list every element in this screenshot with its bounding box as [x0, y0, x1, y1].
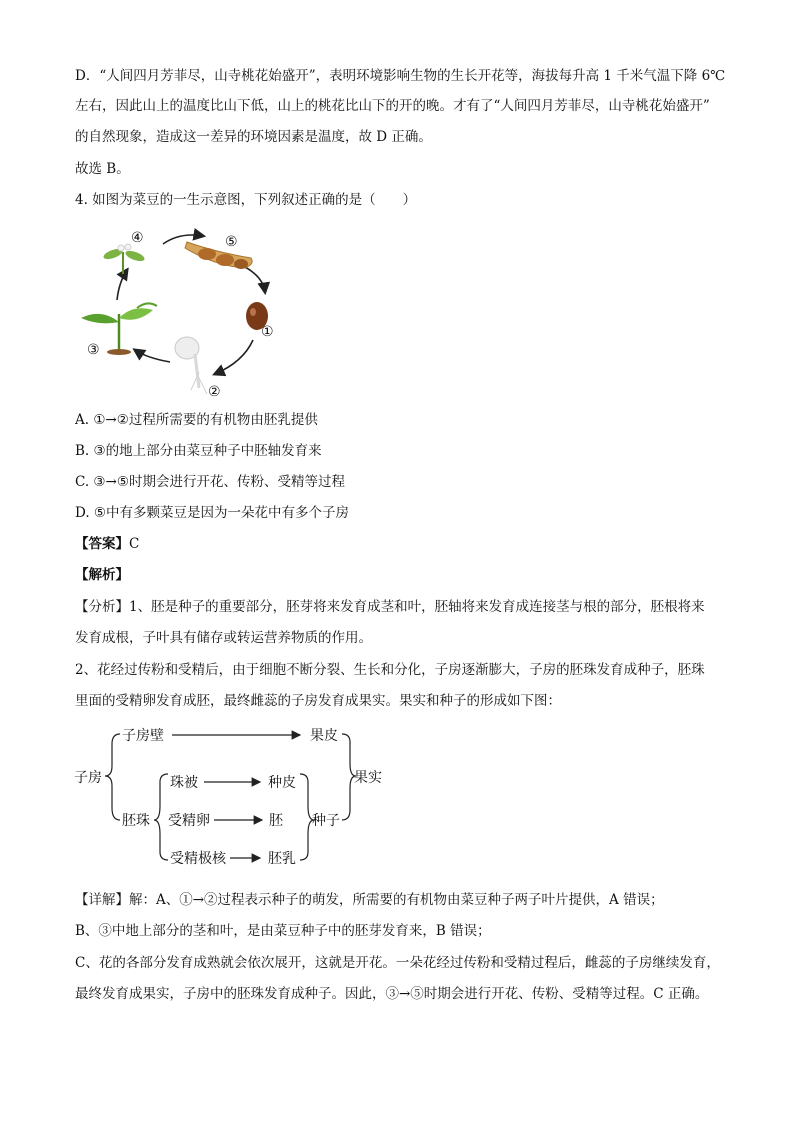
stage-2-label: ②: [208, 384, 221, 400]
answer-line: [75, 534, 139, 554]
germinating-seed-image: [175, 337, 207, 394]
integument-label: 珠被: [170, 775, 198, 791]
seed-label: 种子: [312, 813, 340, 829]
text-line: 2、花经过传粉和受精后，由于细胞不断分裂、生长和分化，子房逐渐膨大，子房的胚珠发育成种子，胚珠: [75, 662, 705, 678]
fruit-label: 果实: [354, 770, 382, 786]
option-b: B. ③的地上部分由菜豆种子中胚轴发育来: [75, 443, 322, 459]
question-stem: 4. 如图为菜豆的一生示意图，下列叙述正确的是（ ）: [75, 192, 417, 208]
stage-1-label: ①: [261, 324, 274, 340]
answer-label: 【答案】: [75, 536, 129, 552]
stage-5-label: ⑤: [225, 234, 238, 250]
seed-coat-label: 种皮: [268, 775, 296, 791]
ovary-label: 子房: [74, 770, 102, 786]
text-line: D．“人间四月芳菲尽，山寺桃花始盛开”，表明环境影响生物的生长开花等，海拔每升高 1 千米气温下降 6℃: [75, 68, 726, 84]
bean-pod-image: [185, 242, 252, 269]
answer-value: C: [129, 536, 140, 552]
zygote-label: 受精卵: [168, 813, 210, 829]
text-line: C、花的各部分发育成熟就会依次展开，这就是开花。一朵花经过传粉和受精过程后，雌蕊的子房继续发育，: [75, 955, 720, 971]
text-line: 【详解】解：A、①→②过程表示种子的萌发，所需要的有机物由菜豆种子两子叶片提供，A 错误；: [75, 892, 664, 908]
flowering-plant-image: [102, 244, 146, 274]
endosperm-label: 胚乳: [268, 851, 296, 867]
arrow-2-to-3: [135, 350, 170, 362]
choose-answer: 故选 B。: [75, 161, 130, 177]
stage-4-label: ④: [131, 230, 144, 246]
text-line: 里面的受精卵发育成胚，最终雌蕊的子房发育成果实。果实和种子的形成如下图：: [75, 693, 561, 709]
polar-nuclei-label: 受精极核: [170, 851, 226, 867]
text-line: 【分析】1、胚是种子的重要部分，胚芽将来发育成茎和叶，胚轴将来发育成连接茎与根的部分，胚根将来: [75, 599, 705, 615]
text-line: B、③中地上部分的茎和叶，是由菜豆种子中的胚芽发育来，B 错误；: [75, 923, 491, 939]
bean-life-cycle-diagram: [75, 222, 275, 402]
ovule-brace: [154, 774, 168, 860]
analysis-heading: 【解析】: [75, 567, 129, 583]
text-line: 最终发育成果实，子房中的胚珠发育成种子。因此，③→⑤时期会进行开花、传粉、受精等过程。C 正确。: [75, 986, 709, 1002]
embryo-label: 胚: [269, 813, 283, 829]
ovary-wall-label: 子房壁: [122, 728, 164, 744]
option-a: A. ①→②过程所需要的有机物由胚乳提供: [75, 412, 318, 428]
option-c: C. ③→⑤时期会进行开花、传粉、受精等过程: [75, 474, 345, 490]
option-d: D. ⑤中有多颗菜豆是因为一朵花中有多个子房: [75, 505, 350, 521]
text-line: 左右，因此山上的温度比山下低，山上的桃花比山下的开的晚。才有了“人间四月芳菲尽，山寺桃花始盛开”: [75, 98, 710, 114]
arrow-4-to-5: [163, 235, 203, 244]
ovary-brace: [105, 734, 120, 820]
arrow-5-to-1: [245, 267, 265, 292]
stage-3-label: ③: [87, 342, 100, 358]
fruit-seed-formation-diagram: [72, 722, 392, 872]
arrow-3-to-4: [117, 270, 127, 300]
pericarp-label: 果皮: [310, 728, 338, 744]
text-line: 发育成根，子叶具有储存或转运营养物质的作用。: [75, 630, 372, 646]
seed-highlight: [250, 308, 256, 316]
ovule-label: 胚珠: [122, 813, 150, 829]
arrow-1-to-2: [215, 340, 253, 374]
text-line: 的自然现象，造成这一差异的环境因素是温度，故 D 正确。: [75, 129, 432, 145]
